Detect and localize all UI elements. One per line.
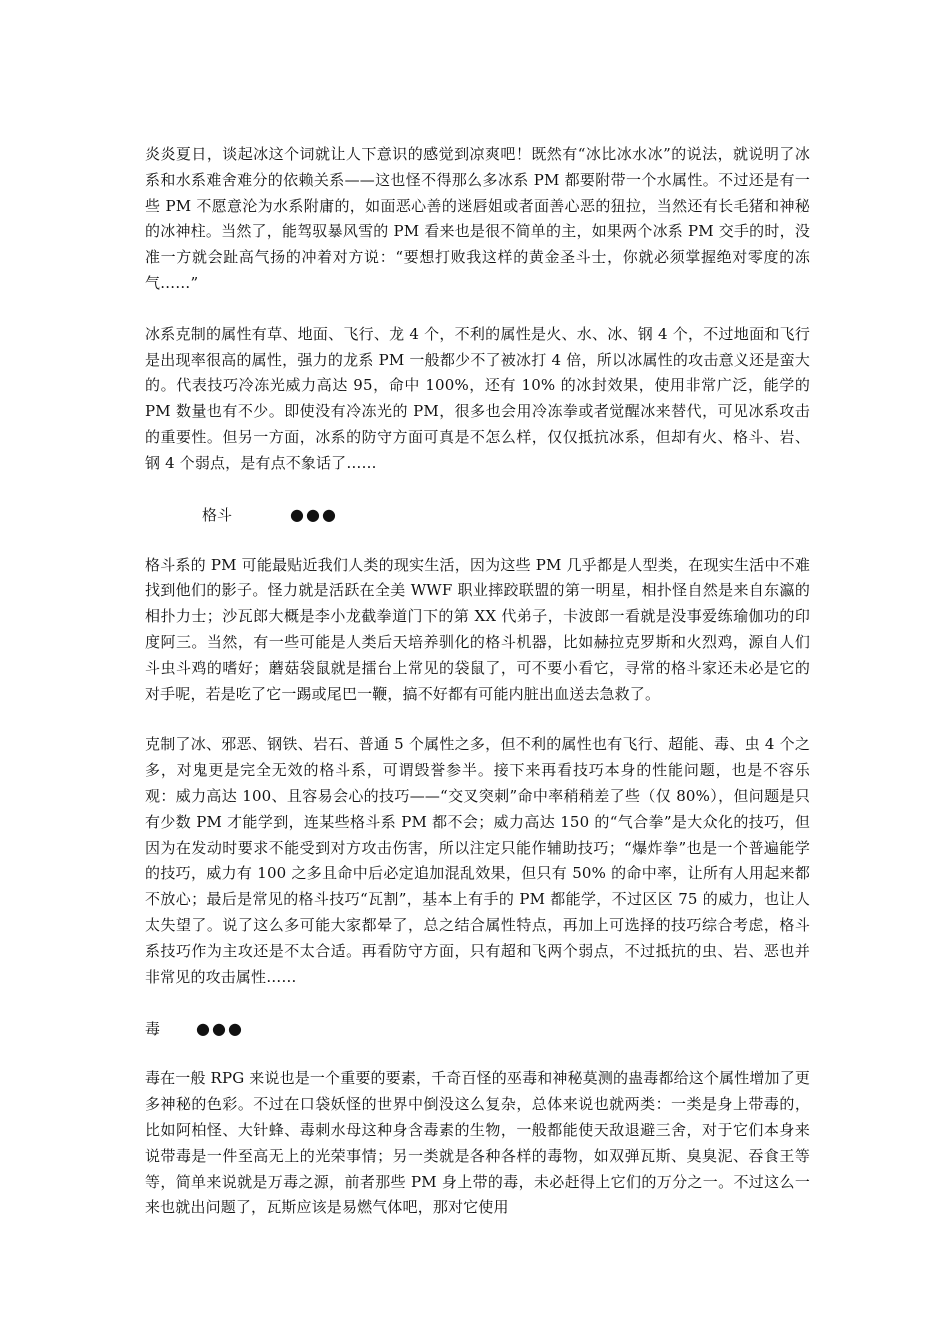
ice-paragraph-2: 冰系克制的属性有草、地面、飞行、龙 4 个，不利的属性是火、水、冰、钢 4 个，不过地面和飞行是出现率很高的属性，强力的龙系 PM 一般都少不了被冰打 4 倍，所以冰属性的攻击意义还是蛮大的。代表技巧冷冻光威力高达 95，命中 100%，还有 10% 的冰封效果，使用非常广泛，能学的 PM 数量也有不少。即使没有冷冻光的 PM，很多也会用冷冻拳或者觉醒冰来替代，可见冰系攻击的重要性。但另一方面，冰系的防守方面可真是不怎么样，仅仅抵抗冰系，但却有火、格斗、岩、钢 4 个弱点，是有点不象话了……	[145, 324, 810, 472]
fighting-heading	[145, 502, 810, 528]
poison-rating-dots: ●●●	[196, 1018, 244, 1038]
paragraph-gap	[145, 477, 810, 502]
fighting-heading-label: 格斗	[202, 506, 233, 525]
document-body	[145, 142, 810, 1221]
poison-heading	[145, 1015, 810, 1041]
paragraph-gap	[145, 528, 810, 553]
fighting-paragraph-2: 克制了冰、邪恶、钢铁、岩石、普通 5 个属性之多，但不利的属性也有飞行、超能、毒、虫 4 个之多，对鬼更是完全无效的格斗系，可谓毁誉参半。接下来再看技巧本身的性能问题，也是不容乐观：威力高达 100、且容易会心的技巧——“交叉突刺”命中率稍稍差了些（仅 80%），但问题是只有少数 PM 才能学到，连某些格斗系 PM 都不会；威力高达 150 的“气合拳”是大众化的技巧，但因为在发动时要求不能受到对方攻击伤害，所以注定只能作辅助技巧；“爆炸拳”也是一个普遍能学的技巧，威力有 100 之多且命中后必定追加混乱效果，但只有 50% 的命中率，让所有人用起来都不放心；最后是常见的格斗技巧“瓦割”，基本上有手的 PM 都能学，不过区区 75 的威力，也让人太失望了。说了这么多可能大家都晕了，总之结合属性特点，再加上可选择的技巧综合考虑，格斗系技巧作为主攻还是不太合适。再看防守方面，只有超和飞两个弱点，不过抵抗的虫、岩、恶也并非常见的攻击属性……	[145, 735, 810, 986]
fighting-rating-dots: ●●●	[290, 505, 338, 525]
fighting-paragraph-1: 格斗系的 PM 可能最贴近我们人类的现实生活，因为这些 PM 几乎都是人型类，在现实生活中不难找到他们的影子。怪力就是活跃在全美 WWF 职业摔跤联盟的第一明星，相扑怪自然是来自东瀛的相扑力士；沙瓦郎大概是李小龙截拳道门下的第 XX 代弟子，卡波郎一看就是没事爱练瑜伽功的印度阿三。当然，有一些可能是人类后天培养驯化的格斗机器，比如赫拉克罗斯和火烈鸡，源自人们斗虫斗鸡的嗜好；蘑菇袋鼠就是擂台上常见的袋鼠了，可不要小看它，寻常的格斗家还未必是它的对手呢，若是吃了它一踢或尾巴一鞭，搞不好都有可能内脏出血送去急救了。	[145, 555, 810, 703]
paragraph-gap	[145, 297, 810, 322]
paragraph-gap	[145, 990, 810, 1015]
paragraph-gap	[145, 1041, 810, 1066]
ice-paragraph-1: 炎炎夏日，谈起冰这个词就让人下意识的感觉到凉爽吧！既然有“冰比冰水冰”的说法，就说明了冰系和水系难舍难分的依赖关系——这也怪不得那么多冰系 PM 都要附带一个水属性。不过还是有一些 PM 不愿意沦为水系附庸的，如面恶心善的迷唇姐或者面善心恶的狃拉，当然还有长毛猪和神秘的冰神柱。当然了，能驾驭暴风雪的 PM 看来也是很不简单的主，如果两个冰系 PM 交手的时，没准一方就会趾高气扬的冲着对方说：“要想打败我这样的黄金圣斗士，你就必须掌握绝对零度的冻气……”	[145, 145, 810, 292]
poison-heading-label: 毒	[145, 1019, 161, 1038]
poison-paragraph-1: 毒在一般 RPG 来说也是一个重要的要素，千奇百怪的巫毒和神秘莫测的蛊毒都给这个属性增加了更多神秘的色彩。不过在口袋妖怪的世界中倒没这么复杂，总体来说也就两类：一类是身上带毒的，比如阿柏怪、大针蜂、毒刺水母这种身含毒素的生物，一般都能使天敌退避三舍，对于它们本身来说带毒是一件至高无上的光荣事情；另一类就是各种各样的毒物，如双弹瓦斯、臭臭泥、吞食王等等，简单来说就是万毒之源，前者那些 PM 身上带的毒，未必赶得上它们的万分之一。不过这么一来也就出问题了，瓦斯应该是易燃气体吧，那对它使用	[145, 1069, 810, 1217]
paragraph-gap	[145, 707, 810, 732]
